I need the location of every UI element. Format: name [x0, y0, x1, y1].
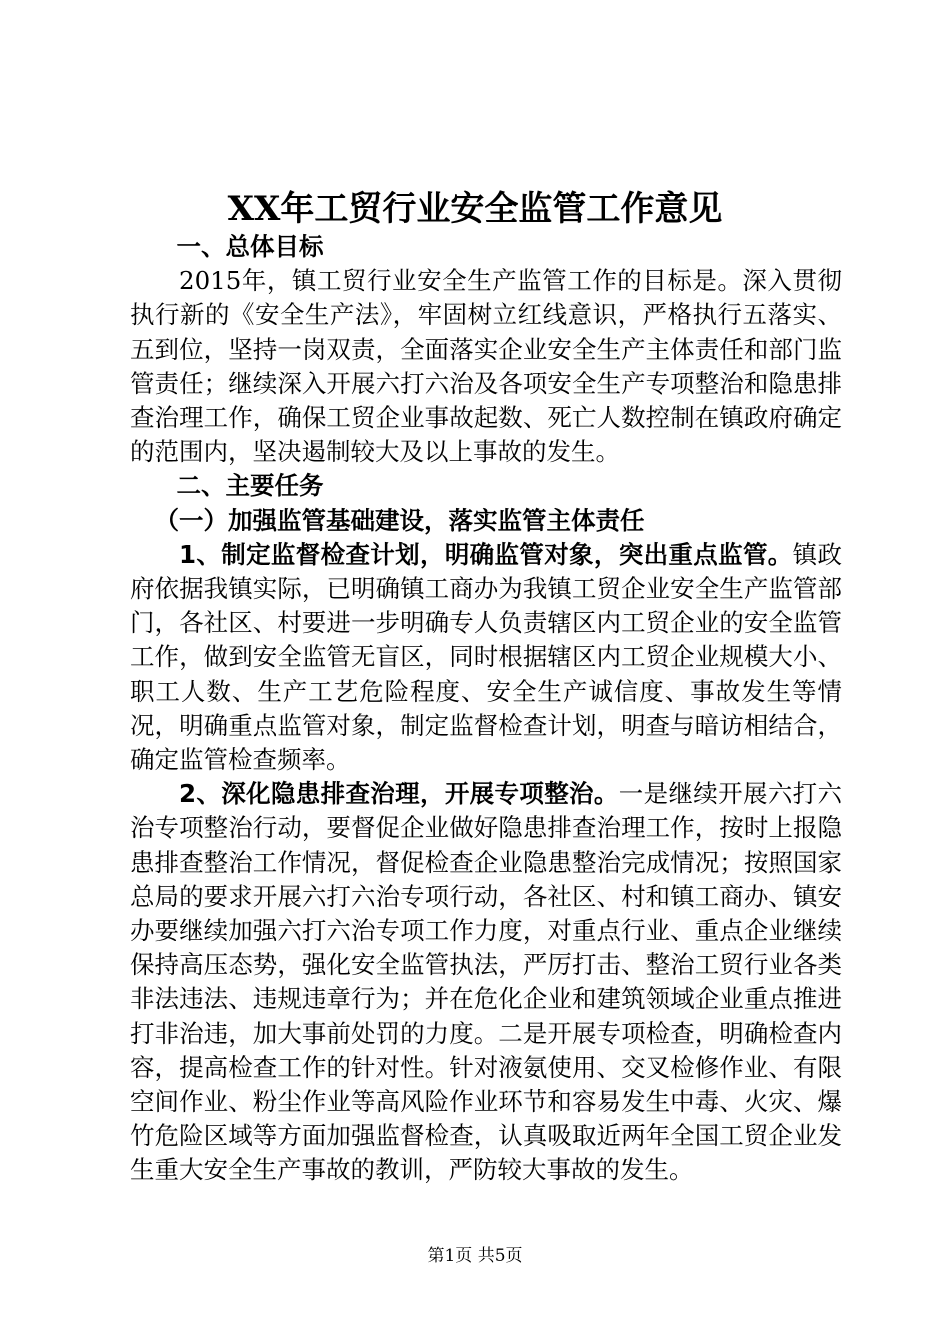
section-heading-overall-goal: 一、总体目标 — [176, 232, 324, 261]
document-body — [130, 230, 842, 1188]
subsection-heading-1: （一）加强监管基础建设，落实监管主体责任 — [154, 505, 645, 535]
page-footer: 第1页 共5页 — [427, 1246, 523, 1266]
section-heading-main-tasks: 二、主要任务 — [176, 471, 324, 501]
item-2-lead: 2、深化隐患排查治理，开展专项整治。 — [179, 779, 619, 809]
paragraph-item-2 — [130, 777, 842, 1187]
document-title: XX年工贸行业安全监管工作意见 — [227, 189, 723, 229]
item-1-text: 镇政府依据我镇实际，已明确镇工商办为我镇工贸企业安全生产监管部门，各社区、村要进一步明确专人负责辖区内工贸企业的安全监管工作，做到安全监管无盲区，同时根据辖区内工贸企业规模大小、职工人数、生产工艺危险程度、安全生产诚信度、事故发生等情况，明确重点监管对象，制定监督检查计划，明查与暗访相结合，确定监管检查频率。 — [130, 539, 843, 775]
item-1-lead: 1、制定监督检查计划，明确监管对象，突出重点监管。 — [179, 539, 793, 569]
item-2-text: 一是继续开展六打六治专项整治行动，要督促企业做好隐患排查治理工作，按时上报隐患排查整治工作情况，督促检查企业隐患整治完成情况；按照国家总局的要求开展六打六治专项行动，各社区、村和镇工商办、镇安办要继续加强六打六治专项工作力度，对重点行业、重点企业继续保持高压态势，强化安全监管执法，严厉打击、整治工贸行业各类非法违法、违规违章行为；并在危化企业和建筑领域企业重点推进打非治违，加大事前处罚的力度。二是开展专项检查，明确检查内容，提高检查工作的针对性。针对液氨使用、交叉检修作业、有限空间作业、粉尘作业等高风险作业环节和容易发生中毒、火灾、爆竹危险区域等方面加强监督检查，认真吸取近两年全国工贸企业发生重大安全生产事故的教训，严防较大事故的发生。 — [130, 779, 843, 1185]
paragraph-overall-goal: 2015年，镇工贸行业安全生产监管工作的目标是。深入贯彻执行新的《安全生产法》，牢固树立红线意识，严格执行五落实、五到位，坚持一岗双责，全面落实企业安全生产主体责任和部门监管责任；继续深入开展六打六治及各项安全生产专项整治和隐患排查治理工作，确保工贸企业事故起数、死亡人数控制在镇政府确定的范围内，坚决遏制较大及以上事故的发生。 — [130, 266, 842, 467]
paragraph-item-1 — [130, 538, 842, 777]
